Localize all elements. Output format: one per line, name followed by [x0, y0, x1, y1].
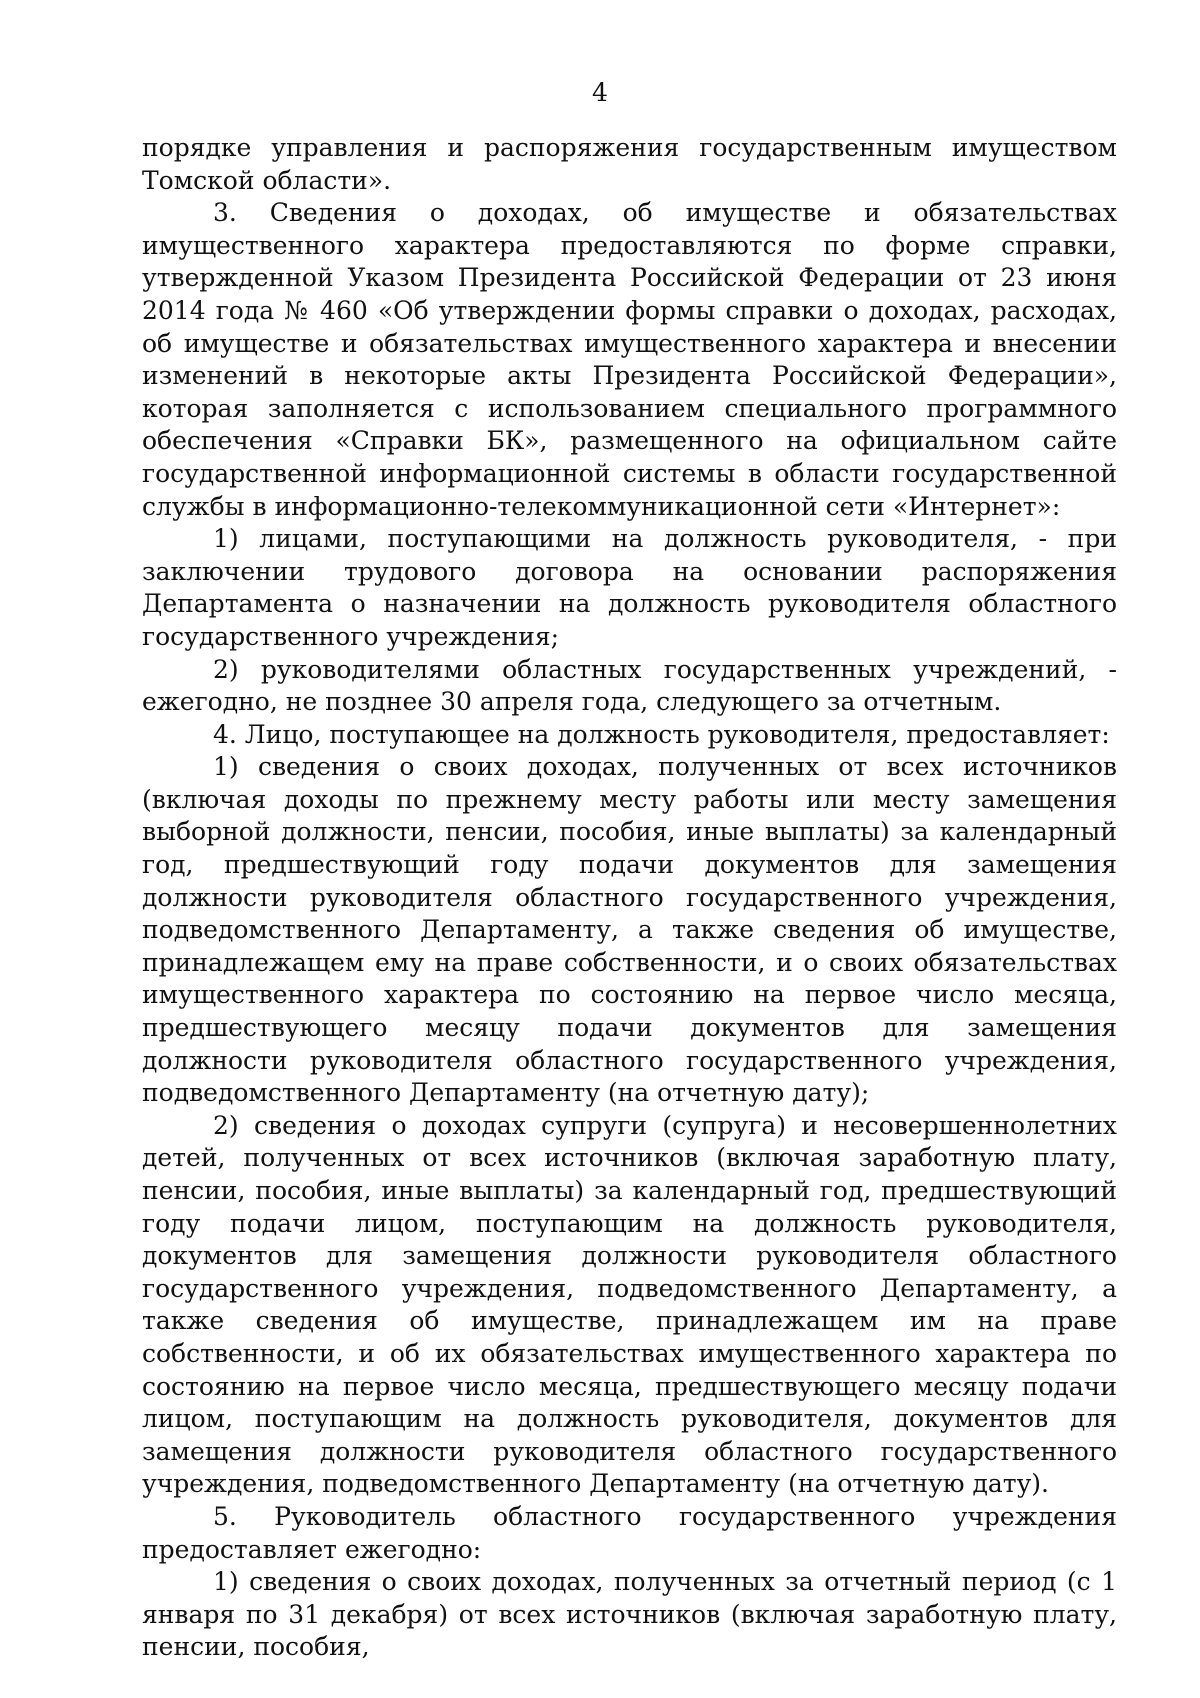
paragraph-section-3-item-2: 2) руководителями областных государственных учреждений, - ежегодно, не позднее 30 апреля года, следующего за отчетным.	[142, 654, 1117, 717]
paragraph-section-4-item-2: 2) сведения о доходах супруги (супруга) и несовершеннолетних детей, полученных от всех источников (включая заработную плату, пенсии, пособия, иные выплаты) за календарный год, предшествующий году подачи лицом, поступающим на должность руководителя, документов для замещения должности руководителя областного государственного учреждения, подведомственного Департаменту, а также сведения об имуществе, принадлежащем им на праве собственности, и об их обязательствах имущественного характера по состоянию на первое число месяца, предшествующего месяцу подачи лицом, поступающим на должность руководителя, документов для замещения должности руководителя областного государственного учреждения, подведомственного Департаменту (на отчетную дату).	[142, 1110, 1117, 1499]
paragraph-section-3-item-1: 1) лицами, поступающими на должность руководителя, - при заключении трудового договора на основании распоряжения Департамента о назначении на должность руководителя областного государственного учреждения;	[142, 524, 1117, 651]
document-body	[142, 132, 1117, 1664]
paragraph-section-4-item-1: 1) сведения о своих доходах, полученных от всех источников (включая доходы по прежнему месту работы или месту замещения выборной должности, пенсии, пособия, иные выплаты) за календарный год, предшествующий году подачи документов для замещения должности руководителя областного государственного учреждения, подведомственного Департаменту, а также сведения об имуществе, принадлежащем ему на праве собственности, и о своих обязательствах имущественного характера по состоянию на первое число месяца, предшествующего месяцу подачи документов для замещения должности руководителя областного государственного учреждения, подведомственного Департаменту (на отчетную дату);	[142, 752, 1117, 1108]
paragraph: порядке управления и распоряжения государственным имуществом Томской области».	[142, 133, 1117, 195]
paragraph-section-4: 4. Лицо, поступающее на должность руководителя, предоставляет:	[213, 719, 1110, 749]
paragraph-section-5: 5. Руководитель областного государственного учреждения предоставляет ежегодно:	[142, 1501, 1117, 1564]
page-number: 4	[592, 78, 608, 107]
paragraph-section-3: 3. Сведения о доходах, об имуществе и обязательствах имущественного характера предоставляются по форме справки, утвержденной Указом Президента Российской Федерации от 23 июня 2014 года № 460 «Об утверждении формы справки о доходах, расходах, об имуществе и обязательствах имущественного характера и внесении изменений в некоторые акты Президента Российской Федерации», которая заполняется с использованием специального программного обеспечения «Справки БК», размещенного на официальном сайте государственной информационной системы в области государственной службы в информационно-телекоммуникационной сети «Интернет»:	[142, 198, 1117, 521]
paragraph-section-5-item-1: 1) сведения о своих доходах, полученных за отчетный период (с 1 января по 31 декабря) от всех источников (включая заработную плату, пенсии, пособия,	[142, 1567, 1117, 1662]
